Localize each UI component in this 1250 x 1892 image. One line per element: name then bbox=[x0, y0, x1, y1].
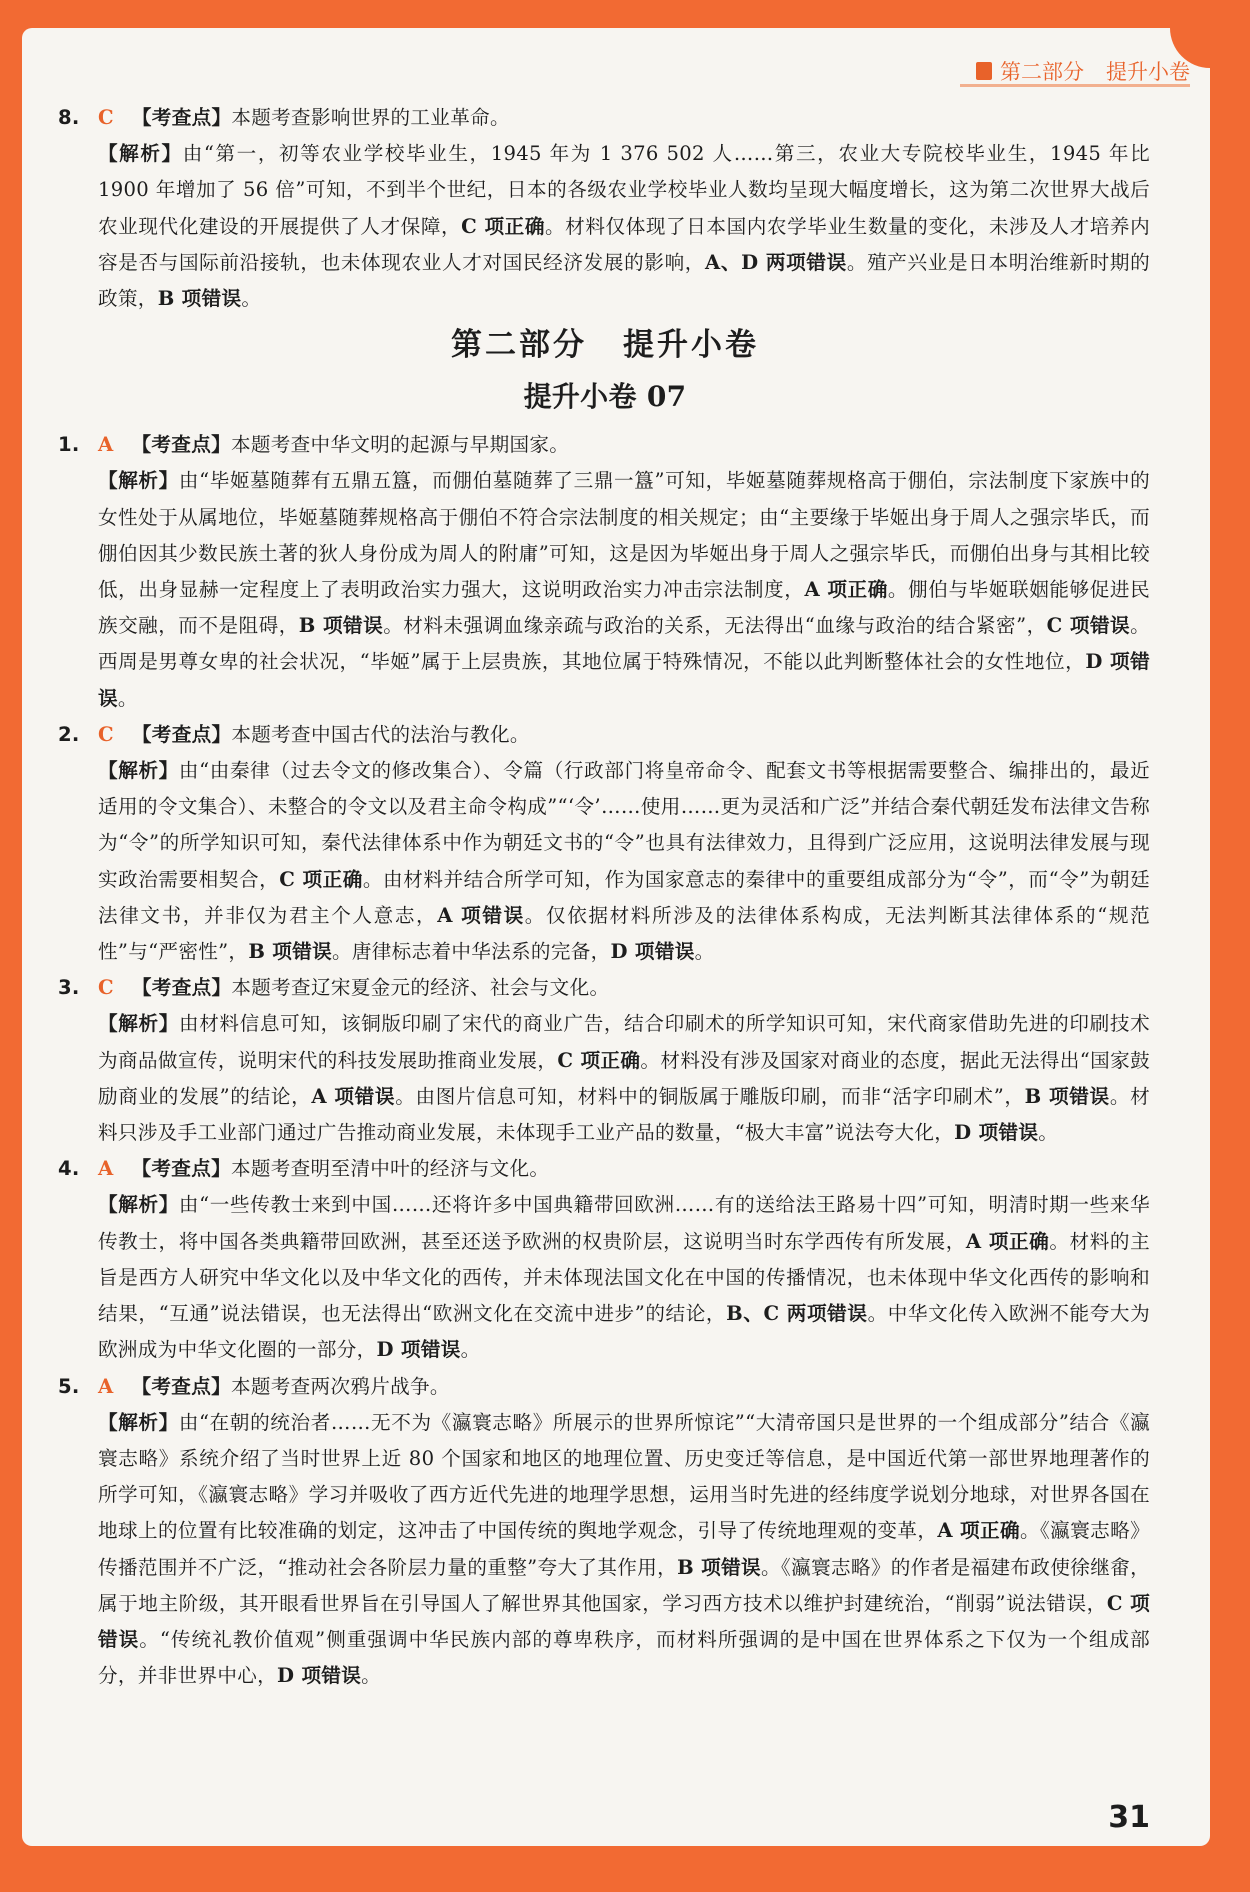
analysis-text: 。材料没有涉及国家对商业的态度，据此无法得出“国家鼓励商业的发展”的结论， bbox=[98, 1048, 1150, 1108]
analysis-text: 。 bbox=[1038, 1121, 1059, 1145]
analysis-text: 。由材料并结合所学可知，作为国家意志的秦律中的重要组成部分为“令”，而“令”为朝廷法律文书，并非仅为君主个人意志， bbox=[98, 867, 1150, 927]
analysis-text: 由材料信息可知，该铜版印刷了宋代的商业广告，结合印刷术的所学知识可知，宋代商家借助先进的印刷技术为商品做宣传，说明宋代的科技发展助推商业发展， bbox=[98, 1012, 1150, 1072]
question-number: 1. bbox=[58, 433, 80, 457]
question-1 bbox=[60, 427, 1150, 717]
analysis-tag: 【解析】 bbox=[98, 142, 183, 166]
analysis-text: 。《瀛寰志略》传播范围并不广泛，“推动社会各阶层力量的重整”夸大了其作用， bbox=[98, 1519, 1150, 1579]
key-judgement: A 项正确 bbox=[937, 1519, 1020, 1543]
analysis bbox=[60, 1187, 1150, 1368]
analysis-text: 由“第一，初等农业学校毕业生，1945 年为 1 376 502 人……第三，农业大专院校毕业生，1945 年比 1900 年增加了 56 倍”可知，不到半个世纪，日本的各级农业学校毕业人数均呈现大幅度增长，这为第二次世界大战后农业现代化建设的开展提供了人才保障， bbox=[98, 142, 1150, 238]
key-judgement: C 项正确 bbox=[461, 214, 545, 238]
section-part: 第二部分 bbox=[451, 327, 587, 364]
key-judgement: D 项错误 bbox=[98, 650, 1150, 710]
question-head bbox=[60, 1369, 1150, 1405]
running-header bbox=[976, 56, 1190, 86]
key-judgement: C 项错误 bbox=[98, 1591, 1150, 1651]
analysis-text: 。《瀛寰志略》的作者是福建布政使徐继畬，属于地主阶级，其开眼看世界旨在引导国人了解世界其他国家，学习西方技术以维护封建统治，“削弱”说法错误， bbox=[98, 1555, 1150, 1615]
question-head bbox=[60, 1151, 1150, 1187]
key-judgement: D 项错误 bbox=[954, 1121, 1039, 1145]
key-judgement: A 项正确 bbox=[965, 1229, 1050, 1253]
question-head bbox=[60, 427, 1150, 463]
analysis-text: 。殖产兴业是日本明治维新时期的政策， bbox=[98, 250, 1151, 311]
key-judgement: D 项错误 bbox=[610, 940, 695, 964]
question-3 bbox=[60, 970, 1150, 1151]
key-judgement: C 项错误 bbox=[1046, 614, 1131, 638]
analysis bbox=[60, 1405, 1150, 1695]
analysis-text: 。唐律标志着中华法系的完备， bbox=[332, 940, 611, 964]
topic-text: 本题考查明至清中叶的经济与文化。 bbox=[230, 1157, 550, 1181]
answer-letter: A bbox=[98, 1157, 114, 1181]
key-judgement: C 项正确 bbox=[279, 867, 363, 891]
analysis-tag: 【解析】 bbox=[98, 759, 179, 783]
analysis bbox=[60, 753, 1150, 970]
analysis-text: 。 bbox=[117, 686, 138, 710]
answer-letter: A bbox=[98, 1374, 114, 1398]
topic-text: 本题考查两次鸦片战争。 bbox=[230, 1374, 450, 1398]
topic-text: 本题考查中国古代的法治与教化。 bbox=[231, 722, 530, 746]
analysis-text: 。 bbox=[460, 1338, 481, 1362]
key-judgement: D 项错误 bbox=[277, 1664, 362, 1688]
question-number: 5. bbox=[58, 1374, 80, 1398]
topic-text: 本题考查影响世界的工业革命。 bbox=[231, 106, 510, 129]
key-judgement: C 项正确 bbox=[557, 1048, 641, 1072]
question-5 bbox=[60, 1369, 1150, 1695]
analysis-text: 由“在朝的统治者……无不为《瀛寰志略》所展示的世界所惊诧”“大清帝国只是世界的一个组成部分”结合《瀛寰志略》系统介绍了当时世界上近 80 个国家和地区的地理位置、历史变迁等信息，是中国近代第一部世界地理著作的所学可知，《瀛寰志略》学习并吸收了西方近代先进的地理学思想，运用当时先进的经纬度学说划分地球，对世界各国在地球上的位置有比较准确的划定，这冲击了中国传统的舆地学观念，引导了传统地理观的变革， bbox=[98, 1410, 1150, 1543]
topic-tag: 【考查点】 bbox=[131, 1374, 231, 1398]
key-judgement: B 项错误 bbox=[1024, 1084, 1110, 1108]
key-judgement: B 项错误 bbox=[298, 614, 384, 638]
analysis bbox=[60, 136, 1150, 317]
analysis-text: 。材料的主旨是西方人研究中华文化以及中华文化的西传，并未体现法国文化在中国的传播情况，也未体现中华文化西传的影响和结果，“互通”说法错误，也无法得出“欧洲文化在交流中进步”的结论， bbox=[98, 1229, 1151, 1326]
key-judgement: A 项错误 bbox=[437, 903, 525, 927]
question-8 bbox=[60, 100, 1150, 317]
key-judgement: D 项错误 bbox=[376, 1338, 461, 1362]
key-judgement: B 项错误 bbox=[248, 940, 332, 964]
book-icon bbox=[976, 62, 992, 80]
key-judgement: B、C 两项错误 bbox=[726, 1302, 868, 1326]
answer-letter: C bbox=[98, 976, 114, 1000]
header-underline bbox=[960, 84, 1190, 87]
answer-letter: C bbox=[98, 106, 114, 129]
analysis bbox=[60, 463, 1150, 716]
analysis-text: 。由图片信息可知，材料中的铜版属于雕版印刷，而非“活字印刷术”， bbox=[395, 1084, 1025, 1108]
question-number: 2. bbox=[58, 722, 80, 746]
topic-text: 本题考查中华文明的起源与早期国家。 bbox=[230, 433, 570, 457]
analysis-text: 。仅依据材料所涉及的法律体系构成，无法判断其法律体系的“规范性”与“严密性”， bbox=[98, 903, 1150, 964]
analysis-tag: 【解析】 bbox=[98, 1012, 179, 1036]
key-judgement: B 项错误 bbox=[677, 1555, 761, 1579]
analysis-text: 。中华文化传入欧洲不能夸大为欧洲成为中华文化圈的一部分， bbox=[98, 1302, 1150, 1362]
question-head bbox=[60, 717, 1150, 753]
section-name: 提升小卷 bbox=[623, 327, 759, 364]
sub-title: 提升小卷 07 bbox=[523, 380, 687, 414]
key-judgement: A、D 两项错误 bbox=[705, 250, 847, 274]
analysis-text: 由“由秦律（过去令文的修改集合）、令篇（行政部门将皇帝命令、配套文书等根据需要整合、编排出的，最近适用的令文集合）、未整合的令文以及君主命令构成”“‘令’……使用……更为灵活和广泛”并结合秦代朝廷发布法律文告称为“令”的所学知识可知，秦代法律体系中作为朝廷文书的“令”也具有法律效力，且得到广泛应用，这说明法律发展与现实政治需要相契合， bbox=[98, 759, 1150, 891]
header-part: 第二部分 bbox=[1000, 60, 1084, 84]
key-judgement: A 项正确 bbox=[804, 578, 888, 602]
topic-tag: 【考查点】 bbox=[131, 976, 232, 1000]
analysis-text: 由“毕姬墓随葬有五鼎五簋，而倗伯墓随葬了三鼎一簋”可知，毕姬墓随葬规格高于倗伯，宗法制度下家族中的女性处于从属地位，毕姬墓随葬规格高于倗伯不符合宗法制度的相关规定；由“主要缘于毕姬出身于周人之强宗毕氏，而倗伯因其少数民族土著的狄人身份成为周人的附庸”可知，这是因为毕姬出身于周人之强宗毕氏，而倗伯出身与其相比较低，出身显赫一定程度上了表明政治实力强大，这说明政治实力冲击宗法制度， bbox=[98, 469, 1151, 602]
analysis-tag: 【解析】 bbox=[98, 1193, 179, 1217]
analysis-text: 。“传统礼教价值观”侧重强调中华民族内部的尊卑秩序，而材料所强调的是中国在世界体系之下仅为一个组成部分，并非世界中心， bbox=[98, 1627, 1150, 1688]
question-number: 3. bbox=[58, 976, 80, 1000]
question-number: 4. bbox=[58, 1157, 80, 1181]
question-number: 8. bbox=[58, 106, 80, 129]
question-head bbox=[60, 100, 1150, 136]
analysis-text: 。倗伯与毕姬联姻能够促进民族交融，而不是阻碍， bbox=[98, 578, 1151, 638]
analysis-text: 。西周是男尊女卑的社会状况，“毕姬”属于上层贵族，其地位属于特殊情况，不能以此判断整体社会的女性地位， bbox=[98, 614, 1151, 674]
analysis-text: 。 bbox=[694, 940, 715, 964]
topic-tag: 【考查点】 bbox=[131, 433, 231, 457]
topic-text: 本题考查辽宋夏金元的经济、社会与文化。 bbox=[231, 976, 610, 1000]
analysis-text: 。材料仅体现了日本国内农学毕业生数量的变化，未涉及人才培养内容是否与国际前沿接轨，也未体现农业人才对国民经济发展的影响， bbox=[98, 214, 1150, 274]
topic-tag: 【考查点】 bbox=[131, 106, 232, 129]
answer-letter: C bbox=[98, 722, 114, 746]
analysis-text: 。材料未强调血缘亲疏与政治的关系，无法得出“血缘与政治的结合紧密”， bbox=[383, 614, 1047, 638]
section-title bbox=[60, 325, 1150, 365]
analysis-text: 。 bbox=[241, 287, 262, 311]
analysis-text: 。 bbox=[361, 1664, 382, 1688]
header-name: 提升小卷 bbox=[1106, 60, 1190, 84]
key-judgement: B 项错误 bbox=[157, 287, 242, 311]
key-judgement: A 项错误 bbox=[311, 1084, 396, 1108]
topic-tag: 【考查点】 bbox=[131, 1157, 231, 1181]
analysis bbox=[60, 1006, 1150, 1151]
analysis-text: 由“一些传教士来到中国……还将许多中国典籍带回欧洲……有的送给法王路易十四”可知，明清时期一些来华传教士，将中国各类典籍带回欧洲，甚至还送予欧洲的权贵阶层，这说明当时东学西传有所发展， bbox=[98, 1193, 1150, 1253]
question-head bbox=[60, 970, 1150, 1006]
answer-letter: A bbox=[98, 433, 114, 457]
analysis-tag: 【解析】 bbox=[98, 469, 179, 493]
page-number: 31 bbox=[1108, 1800, 1150, 1835]
analysis-tag: 【解析】 bbox=[98, 1410, 179, 1434]
analysis-text: 。材料只涉及手工业部门通过广告推动商业发展，未体现手工业产品的数量，“极大丰富”说法夸大化， bbox=[98, 1084, 1150, 1145]
topic-tag: 【考查点】 bbox=[131, 722, 232, 746]
question-4 bbox=[60, 1151, 1150, 1368]
answer-content bbox=[60, 100, 1150, 1694]
question-2 bbox=[60, 717, 1150, 970]
